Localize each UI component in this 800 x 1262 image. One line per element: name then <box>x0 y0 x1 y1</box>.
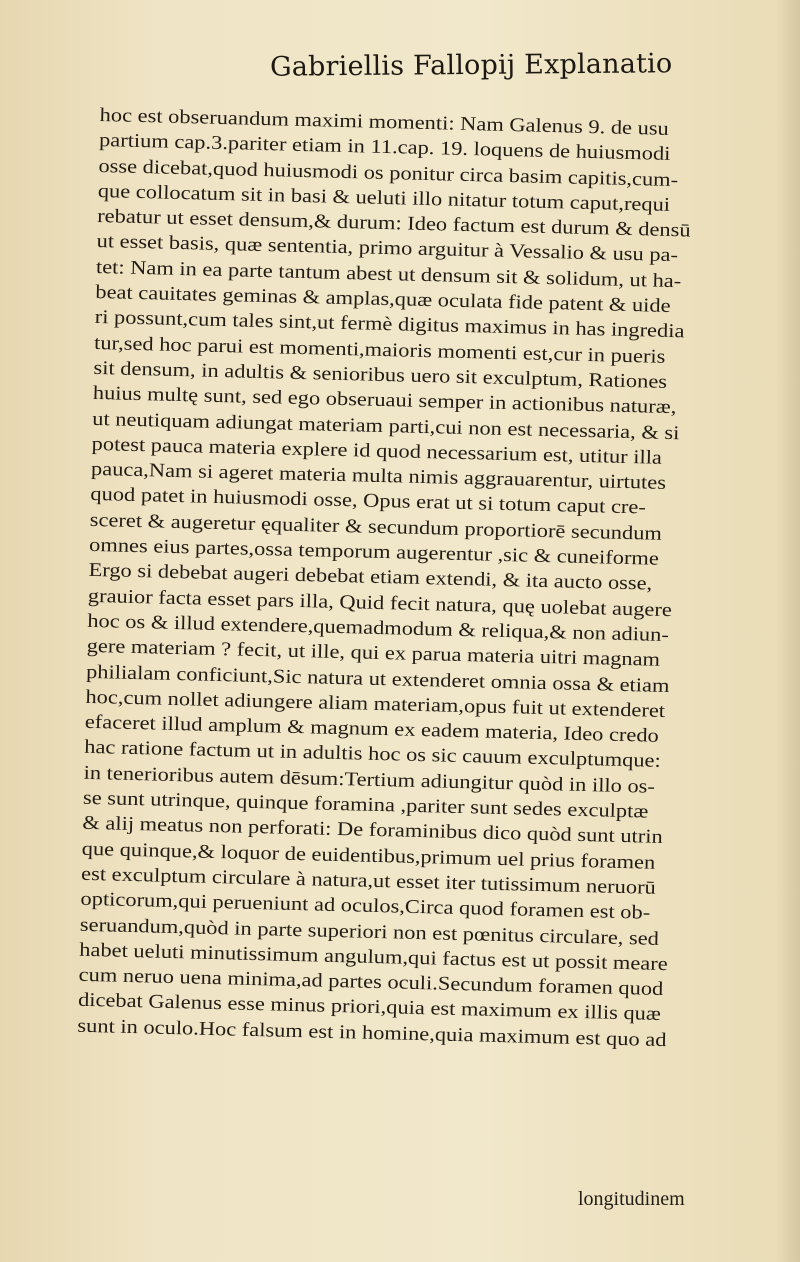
text-line: habet ueluti minutissimum angulum,qui factus est ut possit meare <box>79 939 668 975</box>
text-line: grauior facta esset pars illa, Quid fecit natura, quę uolebat augere <box>87 585 673 621</box>
text-line: pauca,Nam si ageret materia multa nimis aggrauarentur, uirtutes <box>90 459 667 495</box>
text-line: efaceret illud amplum & magnum ex eadem materia, Ideo credo <box>84 711 660 747</box>
text-line: dicebat Galenus esse minus priori,quia est maximum ex illis quæ <box>77 990 662 1026</box>
text-line: se sunt utrinque, quinque foramina ,pariter sunt sedes exculptæ <box>82 787 649 823</box>
text-line: hoc os & illud extendere,quemadmodum & reliqua,& non adiun- <box>87 610 670 646</box>
text-line: opticorum,qui perueniunt ad oculos,Circa quod foramen est ob- <box>80 888 651 924</box>
catchword: longitudinem <box>578 1188 685 1210</box>
text-line: sceret & augeretur ęqualiter & secundum proportiorē secundum <box>89 509 663 545</box>
text-line: partium cap.3.pariter etiam in 11.cap. 19. loquens de huiusmodi <box>98 130 671 166</box>
text-line: ri possunt,cum tales sint,ut fermè digitus maximus in has ingredia <box>94 307 685 343</box>
text-line: cum neruo uena minima,ad partes oculi.Secundum foramen quod <box>78 964 664 1001</box>
running-head: Gabriellis Fallopij Explanatio <box>269 48 673 83</box>
text-line: omnes eius partes,ossa temporum augerentur ,sic & cuneiforme <box>88 534 660 570</box>
text-line: philialam conficiunt,Sic natura ut extenderet omnia ossa & etiam <box>85 661 670 697</box>
body-text <box>77 103 790 1056</box>
text-line: hoc,cum nollet adiungere aliam materiam,opus fuit ut extenderet <box>85 686 666 722</box>
text-line: que collocatum sit in basi & ueluti illo nitatur totum caput,requi <box>97 180 671 216</box>
text-line: est exculptum circulare à natura,ut esset iter tutissimum neruorū <box>80 863 657 899</box>
text-line: ut neutiquam adiungat materiam parti,cui non est necessaria, & si <box>92 408 680 444</box>
text-line: huius multę sunt, sed ego obseruaui semper in actionibus naturæ, <box>92 383 677 419</box>
text-line: sunt in oculo.Hoc falsum est in homine,quia maximum est quo ad <box>77 1015 667 1051</box>
text-line: hac ratione factum ut in adultis hoc os sic cauum exculptumque: <box>83 737 661 773</box>
text-line: & alij meatus non perforati: De foraminibus dico quòd sunt utrin <box>82 813 663 849</box>
text-line: Ergo si debebat augeri debebat etiam extendi, & ita aucto osse, <box>88 560 653 595</box>
text-line: rebatur ut esset densum,& durum: Ideo factum est durum & densū <box>96 206 691 242</box>
text-line: seruandum,quòd in parte superiori non est pœnitus circulare, sed <box>79 914 660 950</box>
text-line: tur,sed hoc parui est momenti,maioris momenti est,cur in pueris <box>93 332 666 368</box>
text-line: quod patet in huiusmodi osse, Opus erat ut si totum caput cre- <box>90 484 647 519</box>
ink-bleed-mark <box>122 1150 162 1170</box>
text-line: tet: Nam in ea parte tantum abest ut densum sit & solidum, ut ha- <box>95 256 682 293</box>
text-line: osse dicebat,quod huiusmodi os ponitur circa basim capitis,cum- <box>98 155 679 191</box>
text-line: potest pauca materia explere id quod necessarium est, utitur illa <box>91 433 663 469</box>
text-line: ut esset basis, quæ sententia, primo arguitur à Vessalio & usu pa- <box>96 231 679 267</box>
text-line: gere materiam ? fecit, ut ille, qui ex parua materia uitri magnam <box>86 636 661 672</box>
text-line: in tenerioribus autem dēsum:Tertium adiungitur quòd in illo os- <box>83 762 656 798</box>
text-line: hoc est obseruandum maximi momenti: Nam Galenus 9. de usu <box>99 104 670 140</box>
text-line: beat cauitates geminas & amplas,quæ oculata fide patent & uide <box>95 282 671 318</box>
text-line: que quinque,& loquor de euidentibus,primum uel prius foramen <box>81 838 656 874</box>
text-line: sit densum, in adultis & senioribus uero sit exculptum, Rationes <box>93 357 668 393</box>
